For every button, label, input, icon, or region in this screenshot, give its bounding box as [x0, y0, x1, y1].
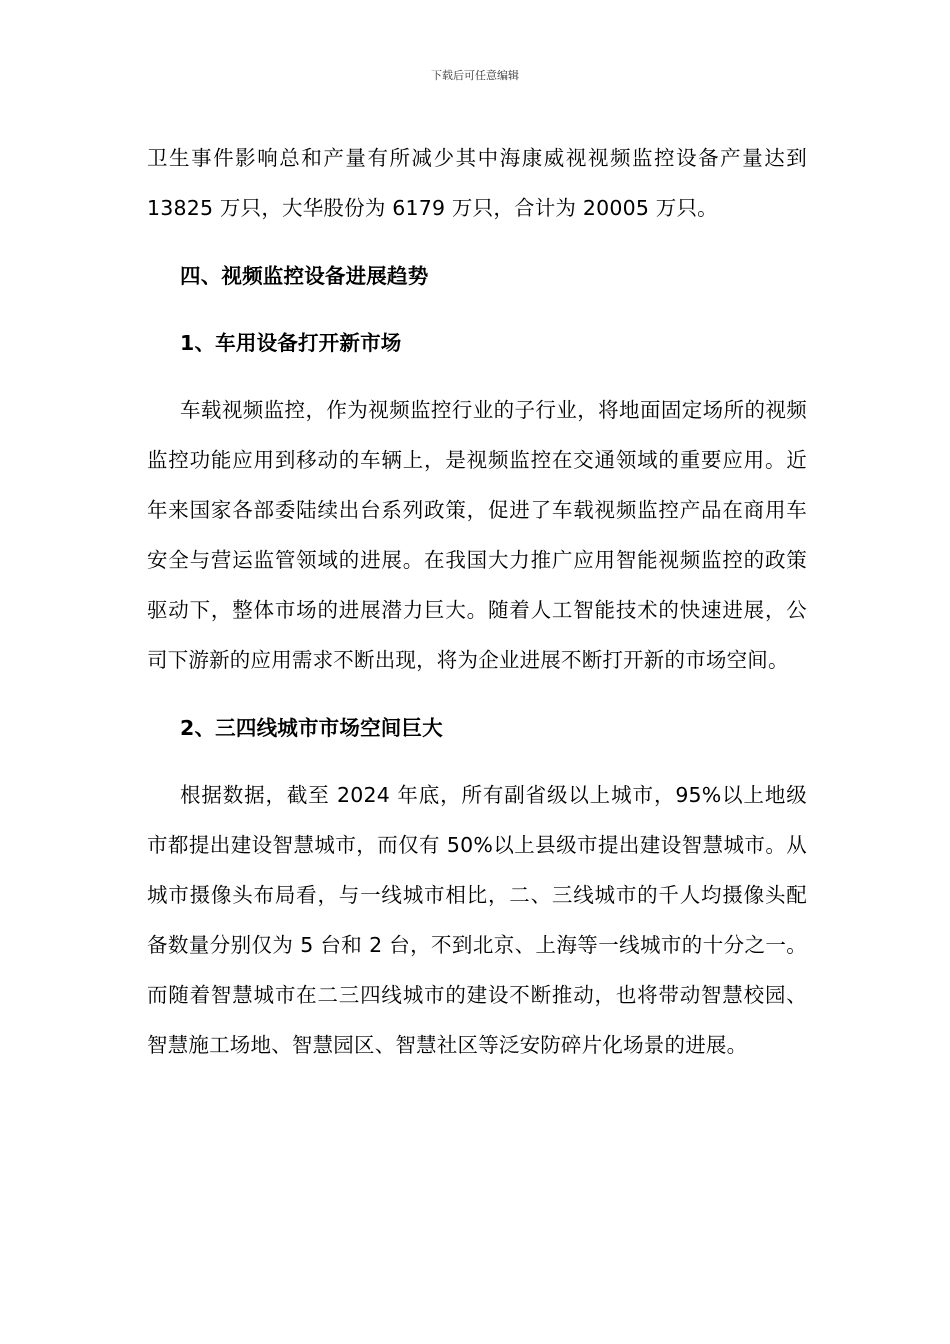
subsection-heading-cities: 2、三四线城市市场空间巨大: [180, 716, 443, 740]
paragraph-vehicle-monitoring: 车载视频监控，作为视频监控行业的子行业，将地面固定场所的视频监控功能应用到移动的车辆上，是视频监控在交通领域的重要应用。近年来国家各部委陆续出台系列政策，促进了车载视频监控产品在商用车安全与营运监管领域的进展。在我国大力推广应用智能视频监控的政策驱动下，整体市场的进展潜力巨大。随着人工智能技术的快速进展，公司下游新的应用需求不断出现，将为企业进展不断打开新的市场空间。: [147, 398, 807, 672]
section-heading: 四、视频监控设备进展趋势: [180, 264, 429, 288]
paragraph-city-market: 根据数据，截至 2024 年底，所有副省级以上城市，95%以上地级市都提出建设智慧城市，而仅有 50%以上县级市提出建设智慧城市。从城市摄像头布局看，与一线城市相比，二、三线城市的千人均摄像头配备数量分别仅为 5 台和 2 台，不到北京、上海等一线城市的十分之一。而随着智慧城市在二三四线城市的建设不断推动，也将带动智慧校园、智慧施工场地、智慧园区、智慧社区等泛安防碎片化场景的进展。: [147, 783, 807, 1057]
document-body: [147, 133, 807, 1070]
paragraph-production: 卫生事件影响总和产量有所减少其中海康威视视频监控设备产量达到 13825 万只，大华股份为 6179 万只，合计为 20005 万只。: [147, 146, 807, 220]
header-note: 下载后可任意编辑: [431, 69, 519, 82]
subsection-heading-vehicle: 1、车用设备打开新市场: [180, 331, 402, 355]
